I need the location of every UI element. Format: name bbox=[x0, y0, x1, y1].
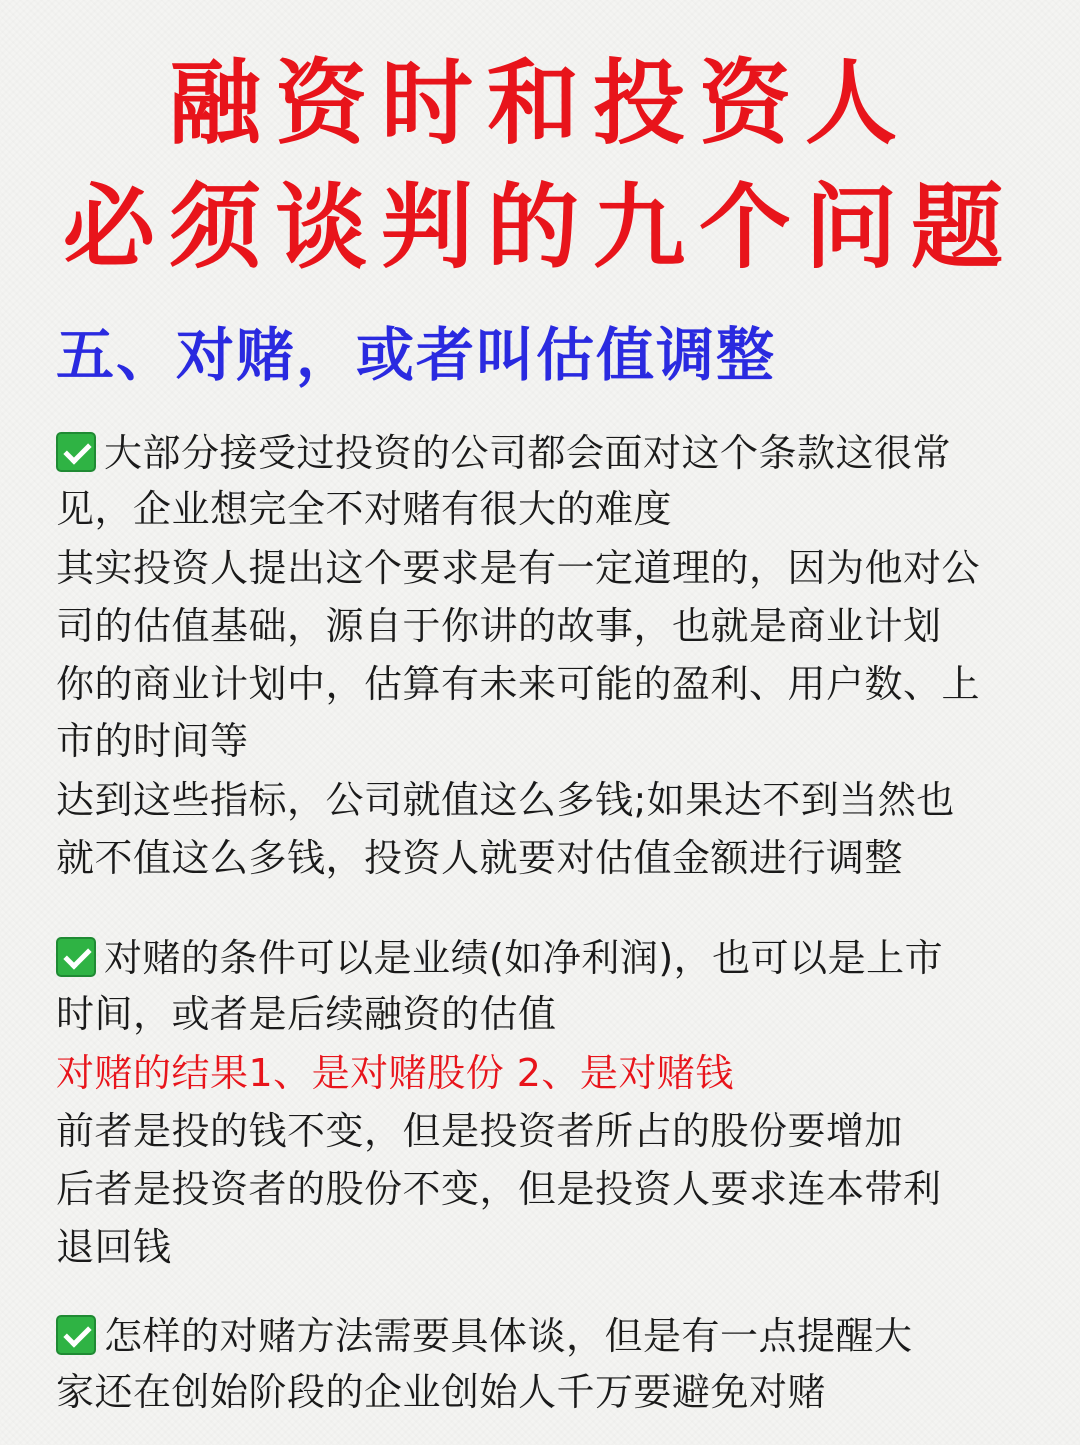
paragraph-2-line-1: 对赌的条件可以是业绩(如净利润)，也可以是上市 bbox=[56, 937, 943, 977]
paragraph-2-line-4: 前者是投的钱不变，但是投资者所占的股份要增加 bbox=[56, 1109, 904, 1153]
paragraph-1-line-4: 司的估值基础，源自于你讲的故事，也就是商业计划 bbox=[56, 604, 942, 648]
paragraph-1-line-5: 你的商业计划中，估算有未来可能的盈利、用户数、上 bbox=[56, 662, 981, 706]
section-heading: 五、对赌，或者叫估值调整 bbox=[56, 321, 777, 389]
paragraph-3-line-1: 怎样的对赌方法需要具体谈，但是有一点提醒大 bbox=[56, 1315, 913, 1355]
check-mark-icon bbox=[56, 937, 96, 977]
paragraph-1-line-3: 其实投资人提出这个要求是有一定道理的，因为他对公 bbox=[56, 546, 981, 590]
paragraph-3-line-2: 家还在创始阶段的企业创始人千万要避免对赌 bbox=[56, 1370, 827, 1414]
paragraph-1-line-7: 达到这些指标，公司就值这么多钱;如果达不到当然也 bbox=[56, 778, 955, 822]
paragraph-1-line-8: 就不值这么多钱，投资人就要对估值金额进行调整 bbox=[56, 836, 904, 880]
paragraph-2-highlight-line: 对赌的结果1、是对赌股份 2、是对赌钱 bbox=[56, 1051, 734, 1095]
check-mark-icon bbox=[56, 432, 96, 472]
paragraph-2-line-5: 后者是投资者的股份不变，但是投资人要求连本带利 bbox=[56, 1167, 942, 1211]
paragraph-2-line-2: 时间，或者是后续融资的估值 bbox=[56, 992, 557, 1036]
paragraph-2-line-6: 退回钱 bbox=[56, 1225, 172, 1269]
paragraph-1-line-1: 大部分接受过投资的公司都会面对这个条款这很常 bbox=[56, 432, 951, 472]
paragraph-1-line-2: 见，企业想完全不对赌有很大的难度 bbox=[56, 487, 673, 531]
paragraph-1-line-6: 市的时间等 bbox=[56, 719, 249, 763]
page-title-line-1: 融资时和投资人 bbox=[168, 50, 911, 157]
check-mark-icon bbox=[56, 1315, 96, 1355]
page-title-line-2: 必须谈判的九个问题 bbox=[62, 174, 1017, 281]
